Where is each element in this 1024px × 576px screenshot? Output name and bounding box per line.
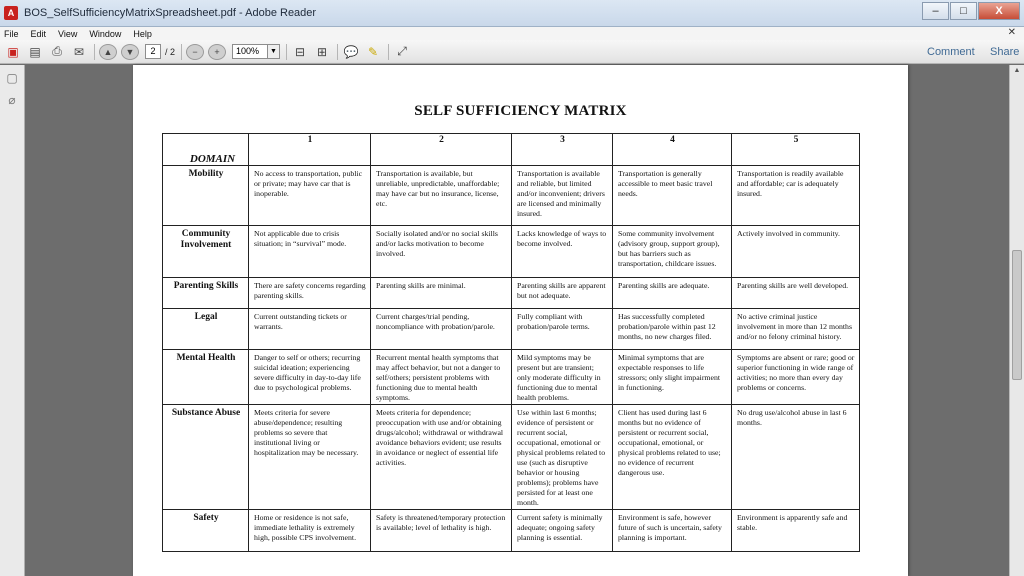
level-header: 1 [249,134,371,166]
next-page-icon[interactable]: ▼ [121,44,139,60]
zoom-out-icon[interactable]: − [186,44,204,60]
table-cell: There are safety concerns regarding parenting skills. [249,278,371,309]
vertical-scrollbar[interactable] [1009,65,1024,576]
menu-bar [0,27,1024,40]
zoom-in-icon[interactable]: + [208,44,226,60]
toolbar-divider [181,44,182,60]
toolbar-divider [286,44,287,60]
table-cell: Lacks knowledge of ways to become involved. [512,226,613,278]
table-cell: Client has used during last 6 months but no evidence of persistent or recurrent social, occupational, emotional, or physical problems related to use; no evidence of recurrent dangerous use. [613,405,732,510]
menu-help[interactable]: Help [133,28,152,39]
table-row [163,278,860,309]
fit-width-icon[interactable]: ⊞ [316,44,328,59]
table-cell: Transportation is generally accessible to meet basic travel needs. [613,166,732,226]
table-cell: Environment is safe, however future of such is uncertain, safety planning is important. [613,510,732,552]
table-cell: Minimal symptoms that are expectable responses to life stressors; only slight impairment in functioning. [613,350,732,405]
table-cell: Transportation is readily available and affordable; car is adequately insured. [732,166,860,226]
domain-label: Substance Abuse [163,405,249,510]
table-cell: Meets criteria for severe abuse/dependence; resulting problems so severe that institutional living or hospitalization may be necessary. [249,405,371,510]
zoom-input[interactable]: 100% [232,44,268,59]
table-cell: Current charges/trial pending, noncompliance with probation/parole. [371,309,512,350]
table-cell: Meets criteria for dependence; preoccupation with use and/or obtaining drugs/alcohol; withdrawal or withdrawal avoidance behaviors evident; use results in avoidance or neglect of essential life activities. [371,405,512,510]
table-cell: Symptoms are absent or rare; good or superior functioning in wide range of activities; no more than every day problems or concerns. [732,350,860,405]
toolbar-divider [337,44,338,60]
self-sufficiency-table [162,133,860,552]
domain-label: Community Involvement [163,226,249,278]
close-document-icon[interactable]: ✕ [1007,27,1016,38]
page-thumbnails-icon[interactable]: ▢ [6,71,18,85]
table-cell: Actively involved in community. [732,226,860,278]
sticky-note-icon[interactable]: 💬 [343,44,359,59]
close-button[interactable]: X [978,2,1020,20]
table-cell: Not applicable due to crisis situation; in “survival” mode. [249,226,371,278]
create-pdf-icon[interactable]: ▣ [7,44,19,59]
table-cell: Home or residence is not safe, immediate lethality is extremely high, possible CPS involvement. [249,510,371,552]
table-cell: Environment is apparently safe and stable. [732,510,860,552]
toolbar [0,40,1024,64]
table-cell: Some community involvement (advisory group, support group), but has barriers such as transportation, childcare issues. [613,226,732,278]
toolbar-divider [94,44,95,60]
pdf-page [133,65,908,576]
previous-page-icon[interactable]: ▲ [99,44,117,60]
menu-edit[interactable]: Edit [30,28,47,39]
menu-window[interactable]: Window [89,28,122,39]
table-cell: No access to transportation, public or private; may have car that is inoperable. [249,166,371,226]
table-cell: Parenting skills are adequate. [613,278,732,309]
table-cell: Use within last 6 months; evidence of persistent or recurrent social, occupational, emotional or physical problems related to use (such as disruptive behavior or housing problems); problems have persisted for at least one month. [512,405,613,510]
table-row [163,226,860,278]
table-cell: Socially isolated and/or no social skills and/or lacks motivation to become involved. [371,226,512,278]
table-cell: Danger to self or others; recurring suicidal ideation; experiencing severe difficulty in day-to-day life due to psychological problems. [249,350,371,405]
table-row [163,510,860,552]
scroll-thumb[interactable] [1012,250,1022,380]
adobe-reader-icon: A [4,6,18,20]
domain-label: Legal [163,309,249,350]
table-cell: Safety is threatened/temporary protection is available; level of lethality is high. [371,510,512,552]
table-header-row [163,134,860,166]
fit-page-icon[interactable]: ⊟ [294,44,306,59]
domain-label: Mental Health [163,350,249,405]
table-row [163,350,860,405]
table-cell: Has successfully completed probation/parole within past 12 months, no new charges filed. [613,309,732,350]
comment-pane-link[interactable]: Comment [927,46,975,58]
domain-column-header: DOMAIN [163,134,249,166]
highlight-icon[interactable]: ✎ [367,44,379,59]
read-mode-icon[interactable]: ⤢ [397,44,407,58]
table-cell: Parenting skills are minimal. [371,278,512,309]
table-row [163,166,860,226]
domain-label: Mobility [163,166,249,226]
scroll-up-icon[interactable]: ▲ [1013,67,1021,74]
level-header: 4 [613,134,732,166]
level-header: 2 [371,134,512,166]
table-row [163,309,860,350]
page-number-input[interactable]: 2 [145,44,161,59]
window-title: BOS_SelfSufficiencyMatrixSpreadsheet.pdf - Adobe Reader [24,7,317,19]
table-cell: Fully compliant with probation/parole terms. [512,309,613,350]
domain-label: Parenting Skills [163,278,249,309]
table-cell: No active criminal justice involvement in more than 12 months and/or no felony criminal history. [732,309,860,350]
document-title: SELF SUFFICIENCY MATRIX [414,103,627,119]
domain-label: Safety [163,510,249,552]
print-icon[interactable]: ⎙ [52,44,62,58]
table-cell: Current outstanding tickets or warrants. [249,309,371,350]
menu-file[interactable]: File [4,28,19,39]
save-icon[interactable]: ▤ [29,44,41,59]
toolbar-divider [388,44,389,60]
table-cell: Mild symptoms may be present but are transient; only moderate difficulty in functioning due to mental health problems. [512,350,613,405]
menu-view[interactable]: View [58,28,78,39]
maximize-button[interactable]: □ [950,2,977,20]
share-pane-link[interactable]: Share [990,46,1020,58]
attachments-icon[interactable]: ⌀ [8,93,16,107]
table-cell: Current safety is minimally adequate; ongoing safety planning is essential. [512,510,613,552]
level-header: 3 [512,134,613,166]
title-bar [0,0,1024,27]
table-cell: Parenting skills are well developed. [732,278,860,309]
table-cell: Transportation is available and reliable, but limited and/or inconvenient; drivers are licensed and minimally insured. [512,166,613,226]
minimize-button[interactable]: – [922,2,949,20]
table-cell: Recurrent mental health symptoms that may affect behavior, but not a danger to self/others; persistent problems with functioning due to mental health symptoms. [371,350,512,405]
email-icon[interactable]: ✉ [73,44,85,59]
navigation-pane [0,65,25,576]
table-row [163,405,860,510]
page-total: / 2 [165,46,176,57]
table-cell: No drug use/alcohol abuse in last 6 months. [732,405,860,510]
level-header: 5 [732,134,860,166]
table-cell: Parenting skills are apparent but not adequate. [512,278,613,309]
zoom-dropdown-icon[interactable]: ▼ [268,44,280,59]
table-cell: Transportation is available, but unreliable, unpredictable, unaffordable; may have car but no insurance, license, etc. [371,166,512,226]
